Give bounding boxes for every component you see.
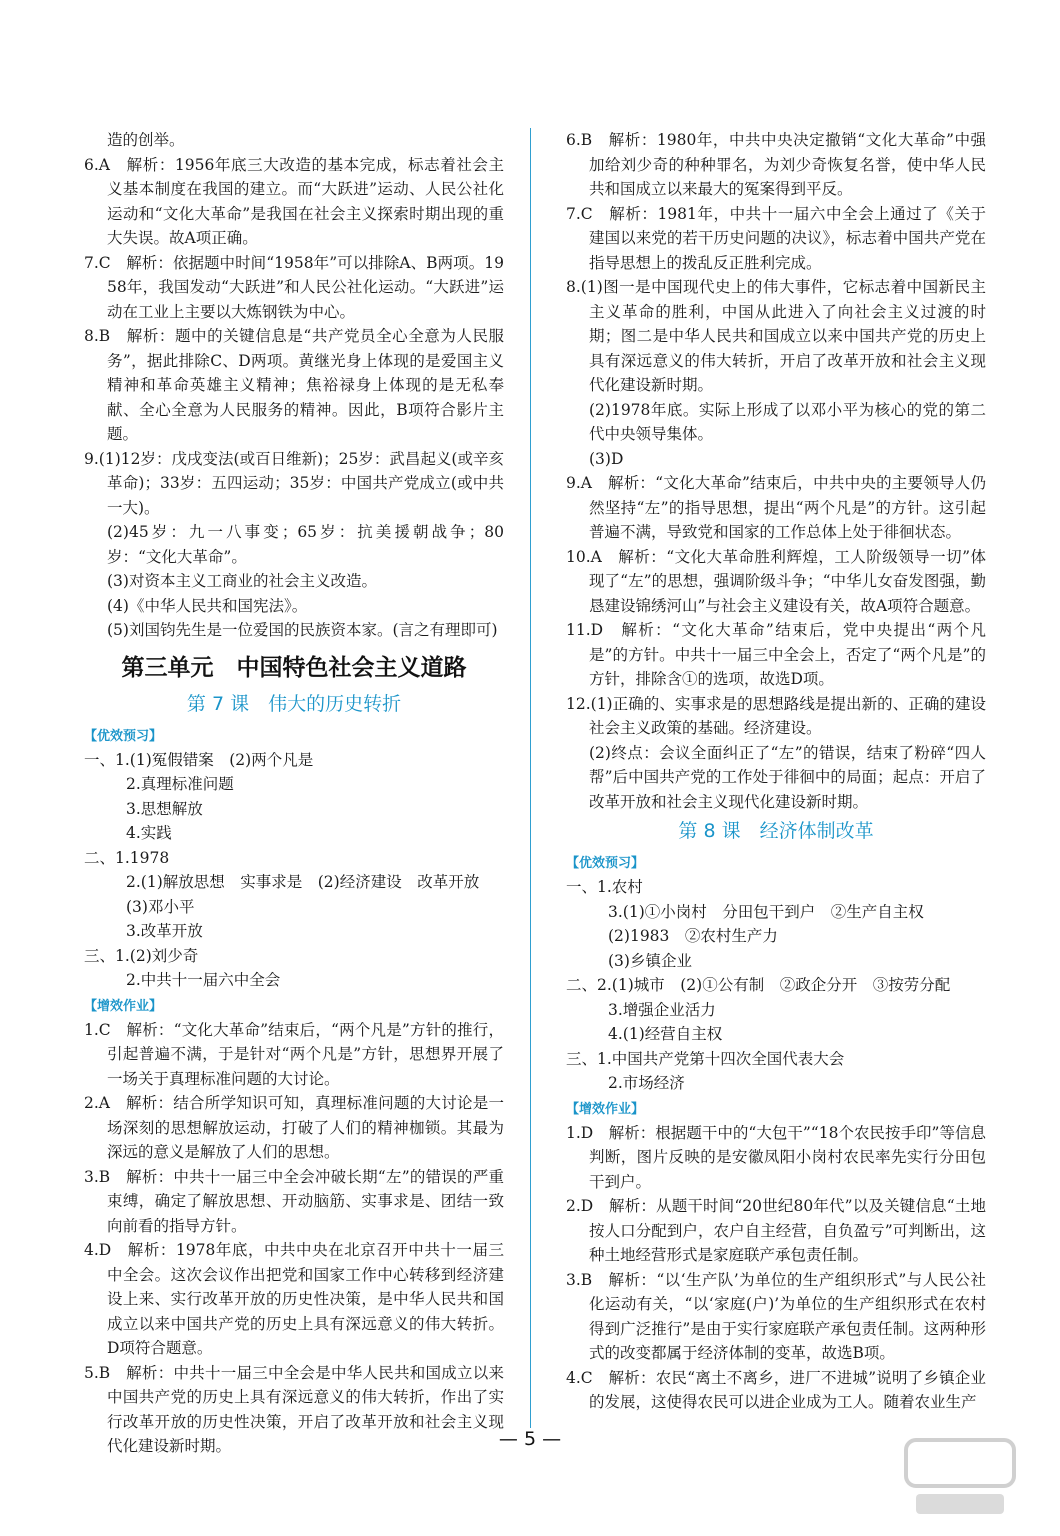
answer-line: (2)终点：会议全面纠正了“左”的错误，结束了粉碎“四人帮”后中国共产党的工作处于徘徊中的局面；起点：开启了改革开放和社会主义现代化建设新时期。 [589, 743, 986, 811]
answer-line: 一、1.农村 [566, 878, 643, 896]
answer-line: (2)1983 ②农村生产力 [608, 927, 778, 945]
answer-line: (3)乡镇企业 [608, 951, 692, 970]
lesson-title: 第 7 课 伟大的历史转折 [186, 692, 402, 715]
answer-line: (5)刘国钧先生是一位爱国的民族资本家。(言之有理即可) [107, 621, 498, 639]
answer-line: 2.真理标准问题 [126, 775, 234, 793]
answer-line: 三、1.(2)刘少奇 [84, 946, 199, 965]
answer-line: 一、1.(1)冤假错案 (2)两个凡是 [84, 750, 314, 769]
answer-line: 4.D 解析：1978年底，中共中央在北京召开中共十一届三中全会。这次会议作出把党和国家工作中心转移到经济建设上来、实行改革开放的历史性决策，是中华人民共和国成立以来中国共产党的历史上具有深远意义的伟大转折。D项符合题意。 [84, 1241, 504, 1357]
watermark-logo-icon [900, 1432, 1020, 1522]
answer-line: 8.(1)图一是中国现代史上的伟大事件，它标志着中国新民主主义革命的胜利，中国从此进入了向社会主义过渡的时期；图二是中华人民共和国成立以来中国共产党的历史上具有深远意义的伟大转折，开启了改革开放和社会主义现代化建设新时期。 [566, 278, 986, 394]
section-tag: 【增效作业】 [566, 1101, 645, 1117]
left-column [84, 128, 504, 1459]
answer-line: 4.C 解析：农民“离土不离乡，进厂不进城”说明了乡镇企业的发展，这使得农民可以进企业成为工人。随着农业生产 [566, 1368, 986, 1411]
answer-line: 2.中共十一届六中全会 [126, 971, 281, 989]
answer-line: 11.D 解析：“文化大革命”结束后，党中央提出“两个凡是”的方针。中共十一届三中全会上，否定了“两个凡是”的方针，排除含①的选项，故选D项。 [566, 621, 986, 688]
page-number: — 5 — [498, 1428, 562, 1450]
section-tag: 【优效预习】 [566, 856, 645, 871]
answer-line: 3.增强企业活力 [608, 1000, 716, 1019]
answer-line: 二、2.(1)城市 (2)①公有制 ②政企分开 ③按劳分配 [566, 976, 951, 994]
answer-line: 2.A 解析：结合所学知识可知，真理标准问题的大讨论是一场深刻的思想解放运动，打破了人们的精神枷锁。其最为深远的意义是解放了人们的思想。 [84, 1094, 504, 1161]
answer-line: 4.实践 [126, 824, 172, 842]
answer-line: 9.A 解析：“文化大革命”结束后，中共中央的主要领导人仍然坚持“左”的指导思想，提出“两个凡是”的方针。这引起普遍不满，导致党和国家的工作总体上处于徘徊状态。 [566, 474, 986, 541]
answer-line: 3.改革开放 [126, 922, 203, 940]
answer-line: (2)1978年底。实际上形成了以邓小平为核心的党的第二代中央领导集体。 [589, 400, 986, 443]
answer-line: 6.B 解析：1980年，中共中央决定撤销“文化大革命”中强加给刘少奇的种种罪名，为刘少奇恢复名誉，使中华人民共和国成立以来最大的冤案得到平反。 [566, 131, 986, 198]
answer-line: 3.B 解析：中共十一届三中全会冲破长期“左”的错误的严重束缚，确定了解放思想、开动脑筋、实事求是、团结一致向前看的指导方针。 [84, 1167, 504, 1235]
unit-title: 第三单元 中国特色社会主义道路 [121, 654, 467, 681]
answer-line: 2.市场经济 [608, 1074, 685, 1092]
section-tag: 【增效作业】 [84, 998, 163, 1014]
answer-line: (3)D [589, 449, 624, 468]
answer-line: 9.(1)12岁：戊戌变法(或百日维新)；25岁：武昌起义(或辛亥革命)；33岁：五四运动；35岁：中国共产党成立(或中共一大)。 [84, 449, 504, 517]
answer-line: 7.C 解析：1981年，中共十一届六中全会上通过了《关于建国以来党的若干历史问题的决议》，标志着中国共产党在指导思想上的拨乱反正胜利完成。 [566, 204, 986, 272]
answer-line: 3.思想解放 [126, 799, 203, 818]
answer-line: 4.(1)经营自主权 [608, 1025, 723, 1043]
answer-line: 6.A 解析：1956年底三大改造的基本完成，标志着社会主义基本制度在我国的建立。而“大跃进”运动、人民公社化运动和“文化大革命”是我国在社会主义探索时期出现的重大失误。故A项正确。 [84, 155, 504, 247]
answer-line: 2.(1)解放思想 实事求是 (2)经济建设 改革开放 [126, 873, 480, 891]
lesson-title: 第 8 课 经济体制改革 [678, 820, 874, 842]
section-tag: 【优效预习】 [84, 728, 163, 744]
answer-line: 2.D 解析：从题干时间“20世纪80年代”以及关键信息“土地按人口分配到户，农户自主经营，自负盈亏”可判断出，这种土地经营形式是家庭联产承包责任制。 [566, 1197, 986, 1264]
answer-line: (3)邓小平 [126, 897, 195, 916]
answer-line: 10.A 解析：“文化大革命胜利辉煌，工人阶级领导一切”体现了“左”的思想，强调阶级斗争；“中华儿女奋发图强，勤恳建设锦绣河山”与社会主义建设有关，故A项符合题意。 [566, 547, 986, 615]
answer-line: (3)对资本主义工商业的社会主义改造。 [107, 572, 377, 590]
answer-line: 1.C 解析：“文化大革命”结束后，“两个凡是”方针的推行，引起普遍不满，于是针对“两个凡是”方针，思想界开展了一场关于真理标准问题的大讨论。 [84, 1020, 504, 1088]
answer-line: 3.(1)①小岗村 分田包干到户 ②生产自主权 [608, 902, 924, 921]
answer-line: 1.D 解析：根据题干中的“大包干”“18个农民按手印”等信息判断，图片反映的是安徽凤阳小岗村农民率先实行分田包干到户。 [566, 1123, 986, 1191]
answer-line: (2)45岁：九一八事变；65岁：抗美援朝战争；80岁：“文化大革命”。 [107, 523, 504, 566]
right-column [566, 128, 986, 1415]
answer-line: 造的创举。 [107, 131, 185, 149]
answer-line: 12.(1)正确的、实事求是的思想路线是提出新的、正确的建设社会主义政策的基础。经济建设。 [566, 694, 986, 737]
answer-line: (4)《中华人民共和国宪法》。 [107, 596, 308, 615]
answer-line: 8.B 解析：题中的关键信息是“共产党员全心全意为人民服务”，据此排除C、D两项。黄继光身上体现的是爱国主义精神和革命英雄主义精神；焦裕禄身上体现的是无私奉献、全心全意为人民服务的精神。因此，B项符合影片主题。 [84, 327, 504, 443]
answer-line: 5.B 解析：中共十一届三中全会是中华人民共和国成立以来中国共产党的历史上具有深远意义的伟大转折，作出了实行改革开放的历史性决策，开启了改革开放和社会主义现代化建设新时期。 [84, 1363, 504, 1455]
answer-line: 3.B 解析：“以‘生产队’为单位的生产组织形式”与人民公社化运动有关，“以‘家庭(户)’为单位的生产组织形式在农村得到广泛推行”是由于实行家庭联产承包责任制。这两种形式的改变都属于经济体制的变革，故选B项。 [566, 1270, 986, 1362]
answer-line: 三、1.中国共产党第十四次全国代表大会 [566, 1049, 845, 1068]
answer-line: 二、1.1978 [84, 848, 170, 867]
column-divider [530, 128, 531, 1428]
answer-line: 7.C 解析：依据题中时间“1958年”可以排除A、B两项。1958年，我国发动“大跃进”和人民公社化运动。“大跃进”运动在工业上主要以大炼钢铁为中心。 [84, 253, 504, 321]
